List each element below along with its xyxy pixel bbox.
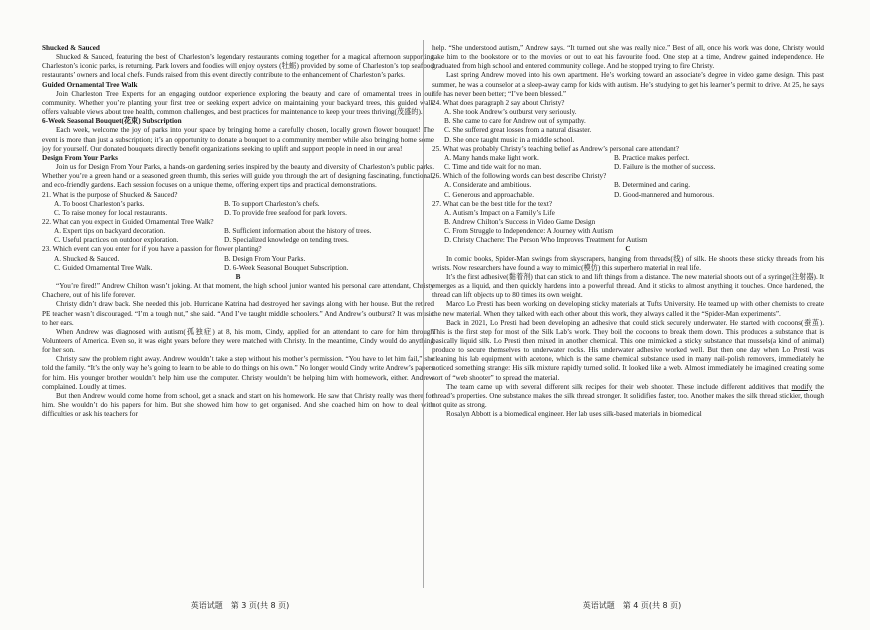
options-24 <box>432 108 824 145</box>
option-22-d[interactable]: D. Specialized knowledge on tending trees. <box>224 236 349 245</box>
passage-c-paragraph-3: Marco Lo Presti has been working on developing sticky materials at Tufts University. He teamed up with other chemists to create the new material. When they talked with each other about this work, they always called it the “Spider-Man experiments”. <box>432 300 824 318</box>
passage-c-paragraph-5-end: the thread’s properties. One substance makes the silk thread stronger. It solidifies faster, too. Another makes the silk thread stickier, though not quite as strong. <box>432 382 824 410</box>
passage-b-paragraph-7: Last spring Andrew moved into his own apartment. He’s working toward an associate’s degree in video game design. This past summer, he was a counselor at a sleep-away camp for kids with autism. He’s studying to get his learner’s permit to drive. At 25, he says life has never been better; “I’ve been blessed.” <box>432 71 824 98</box>
passage-b-paragraph-1: “You’re fired!” Andrew Chilton wasn’t joking. At that moment, the high school junior wanted his personal care attendant, Christy Chachere, out of his life forever. <box>42 282 434 300</box>
option-22-b[interactable]: B. Sufficient information about the history of trees. <box>224 227 372 236</box>
question-24: 24. What does paragraph 2 say about Christy? <box>432 98 565 107</box>
option-22-a[interactable]: A. Expert tips on backyard decoration. <box>54 227 166 236</box>
passage-c-paragraph-1: In comic books, Spider-Man swings from skyscrapers, hanging from threads(线) of silk. He shoots these sticky threads from his wrists. Now researchers have found a way to mimic(模仿) this superhero material in real life. <box>432 254 824 272</box>
passage-c-paragraph-2: It’s the first adhesive(黏着剂) that can stick to and lift things from a distance. The new material shoots out of a syringe(注射器). It emerges as a liquid, and then quickly hardens into a powerful thread. And it sticks to almost anything it touches. Once hardened, the thread can lift objects up to 80 times its own weight. <box>432 272 824 300</box>
passage-c-paragraph-5-start: The team came up with several different silk recipes for their web shooter. These include different additives that <box>446 382 792 391</box>
question-25: 25. What was probably Christy’s teaching belief as Andrew’s personal care attendant? <box>432 144 679 153</box>
option-23-a[interactable]: A. Shucked & Sauced. <box>54 254 120 263</box>
paragraph-bouquet: Each week, welcome the joy of parks into your space by bringing home a carefully chosen, locally grown flower bouquet! The event is more than just a subscription; it’s an opportunity to donate a bouquet to a community member while also bringing home some joy for yourself. Our donated bouquets directly benefit organizations seeking to uplift and support people in need in our area! <box>42 126 434 153</box>
option-24-c[interactable]: C. She suffered great losses from a natural disaster. <box>444 126 592 135</box>
heading-tree-walk: Guided Ornamental Tree Walk <box>42 80 138 89</box>
passage-b-paragraph-4: Christy saw the problem right away. Andrew wouldn’t take a step without his mother’s permission. “You have to let him fail,” she told the family. “It’s the only way he’s going to learn to be able to do things on his own.” No longer would Cindy write Andrew’s papers for him. His younger brother wouldn’t help him use the computer. Christy wouldn’t be helping him with homework, either. Andrew complained. Loudly at times. <box>42 355 434 391</box>
option-25-d[interactable]: D. Failure is the mother of success. <box>614 163 716 172</box>
option-21-b[interactable]: B. To support Charleston’s chefs. <box>224 199 320 208</box>
passage-b-paragraph-5: But then Andrew would come home from school, get a snack and start on his homework. He saw that Christy really was there for him. She wouldn’t do his papers for him. But she showed him how to get organised. And she coached him on how to deal with difficulties or ask his teachers for <box>42 391 434 419</box>
option-21-a[interactable]: A. To boost Charleston’s parks. <box>54 199 145 208</box>
left-column <box>42 44 434 584</box>
option-21-d[interactable]: D. To provide free seafood for park lovers. <box>224 208 347 217</box>
heading-design-parks: Design From Your Parks <box>42 153 118 162</box>
option-25-c[interactable]: C. Time and tide wait for no man. <box>444 163 542 172</box>
passage-c-paragraph-6: Rosalyn Abbott is a biomedical engineer. Her lab uses silk-based materials in biomedical <box>446 410 702 419</box>
passage-b-paragraph-6: help. “She understood autism,” Andrew says. “It turned out she was really nice.” Best of all, once his work was done, Christy would take him to the bookstore or to the movies or out to eat his favourite food. One step at a time, Andrew gained independence. He graduated from high school and entered community college. And he stopped trying to fire Christy. <box>432 44 824 71</box>
option-27-b[interactable]: B. Andrew Chilton’s Success in Video Game Design <box>444 217 596 226</box>
section-c-heading: C <box>625 245 631 254</box>
paragraph-shucked-sauced: Shucked & Sauced, featuring the best of Charleston’s legendary restaurants coming together for a magical afternoon supporting Charleston’s iconic parks, is returning. Park lovers and foodies will enjoy oysters (牡蛎) provided by some of Charleston’s top seafood restaurants’ owners and local chefs. Funds raised from this event directly contribute to the enhancement of Charleston’s parks. <box>42 53 434 80</box>
option-26-a[interactable]: A. Considerate and ambitious. <box>444 181 532 190</box>
option-24-a[interactable]: A. She took Andrew’s outburst very seriously. <box>444 108 577 117</box>
option-25-b[interactable]: B. Practice makes perfect. <box>614 153 690 162</box>
passage-c-paragraph-5 <box>432 383 824 410</box>
options-25 <box>432 154 824 172</box>
paragraph-design-parks: Join us for Design From Your Parks, a hands-on gardening series inspired by the beauty and diversity of Charleston’s public parks. Whether you’re a green hand or a seasoned green thumb, this series will guide you through the art of designing fascinating, functional, and eco-friendly gardens. Each session focuses on a unique theme, offering expert tips and practical demonstrations. <box>42 163 434 190</box>
heading-bouquet: 6-Week Seasonal Bouquet(花束) Subscription <box>42 117 182 126</box>
question-23: 23. Which event can you enter for if you have a passion for flower planting? <box>42 245 262 254</box>
option-24-d[interactable]: D. She once taught music in a middle school. <box>444 135 575 144</box>
heading-shucked-sauced: Shucked & Sauced <box>42 44 100 52</box>
option-21-c[interactable]: C. To raise money for local restaurants. <box>54 208 168 217</box>
option-27-c[interactable]: C. From Struggle to Independence: A Journey with Autism <box>444 227 614 236</box>
section-b-heading: B <box>235 272 241 281</box>
question-21: 21. What is the purpose of Shucked & Sauced? <box>42 190 178 199</box>
option-27-a[interactable]: A. Autism’s Impact on a Family’s Life <box>444 208 555 217</box>
option-23-b[interactable]: B. Design From Your Parks. <box>224 254 306 263</box>
option-23-d[interactable]: D. 6-Week Seasonal Bouquet Subscription. <box>224 263 349 272</box>
footer-page-4: 英语试题 第 4 页(共 8 页) <box>582 601 682 610</box>
options-27 <box>432 209 824 246</box>
option-22-c[interactable]: C. Useful practices on outdoor exploration. <box>54 236 179 245</box>
question-26: 26. Which of the following words can best describe Christy? <box>432 172 607 181</box>
right-column <box>432 44 824 604</box>
paragraph-tree-walk: Join Charleston Tree Experts for an engaging outdoor experience exploring the beauty and care of ornamental trees in our community. Whether you’re planting your first tree or seeking expert advice on maintaining your backyard trees, this guided walk offers valuable views about tree health, common challenges, and best practices for maintenance to keep your trees thriving(茂盛的). <box>42 89 434 117</box>
underlined-word-modify: modify <box>791 382 813 391</box>
option-27-d[interactable]: D. Christy Chachere: The Person Who Improves Treatment for Autism <box>444 236 648 245</box>
option-23-c[interactable]: C. Guided Ornamental Tree Walk. <box>54 263 153 272</box>
option-26-d[interactable]: D. Good-mannered and humorous. <box>614 190 715 199</box>
footer-page-3: 英语试题 第 3 页(共 8 页) <box>190 601 290 610</box>
options-22 <box>42 227 434 245</box>
question-27: 27. What can be the best title for the text? <box>432 199 553 208</box>
passage-c-paragraph-4: Back in 2021, Lo Presti had been developing an adhesive that could stick securely underwater. He started with cocoons(蚕茧). This is the first step for most of the Silk Lab’s work. They boil the cocoons to break them down. This produces a substance that is basically liquid silk. Lo Presti then mixed in another chemical. This one mimicked a sticky substance that mussels(a kind of animal) produce to secure themselves to underwater rocks. His underwater adhesive worked well. But then one day when Lo Presti was cleaning his lab equipment with acetone, which is the same chemical substance used in many nail-polish removers, immediately he noticed something strange: His silk mixture rapidly turned solid. It looked like a web. Almost immediately he imagined creating some sort of “web shooter” to spread the material. <box>432 318 824 382</box>
options-26 <box>432 181 824 199</box>
passage-b-paragraph-2: Christy didn’t draw back. She needed this job. Hurricane Katrina had destroyed her savings along with her house. But the retired PE teacher wasn’t discouraged. “I’m a tough nut,” she said. “And I’ve taught middle schoolers.” And Andrew’s outburst? It was music to her ears. <box>42 300 434 327</box>
passage-b-paragraph-3: When Andrew was diagnosed with autism(孤独症) at 8, his mom, Cindy, applied for an attendant to care for him through Volunteers of America. Even so, it was eight years before they were matched with Christy. In the meantime, Cindy would do anything for her son. <box>42 327 434 355</box>
option-26-b[interactable]: B. Determined and caring. <box>614 181 691 190</box>
option-25-a[interactable]: A. Many hands make light work. <box>444 153 539 162</box>
column-divider <box>423 40 424 588</box>
options-23 <box>42 255 434 273</box>
option-26-c[interactable]: C. Generous and approachable. <box>444 190 535 199</box>
question-22: 22. What can you expect in Guided Ornamental Tree Walk? <box>42 217 214 226</box>
options-21 <box>42 200 434 218</box>
option-24-b[interactable]: B. She came to care for Andrew out of sympathy. <box>444 117 586 126</box>
